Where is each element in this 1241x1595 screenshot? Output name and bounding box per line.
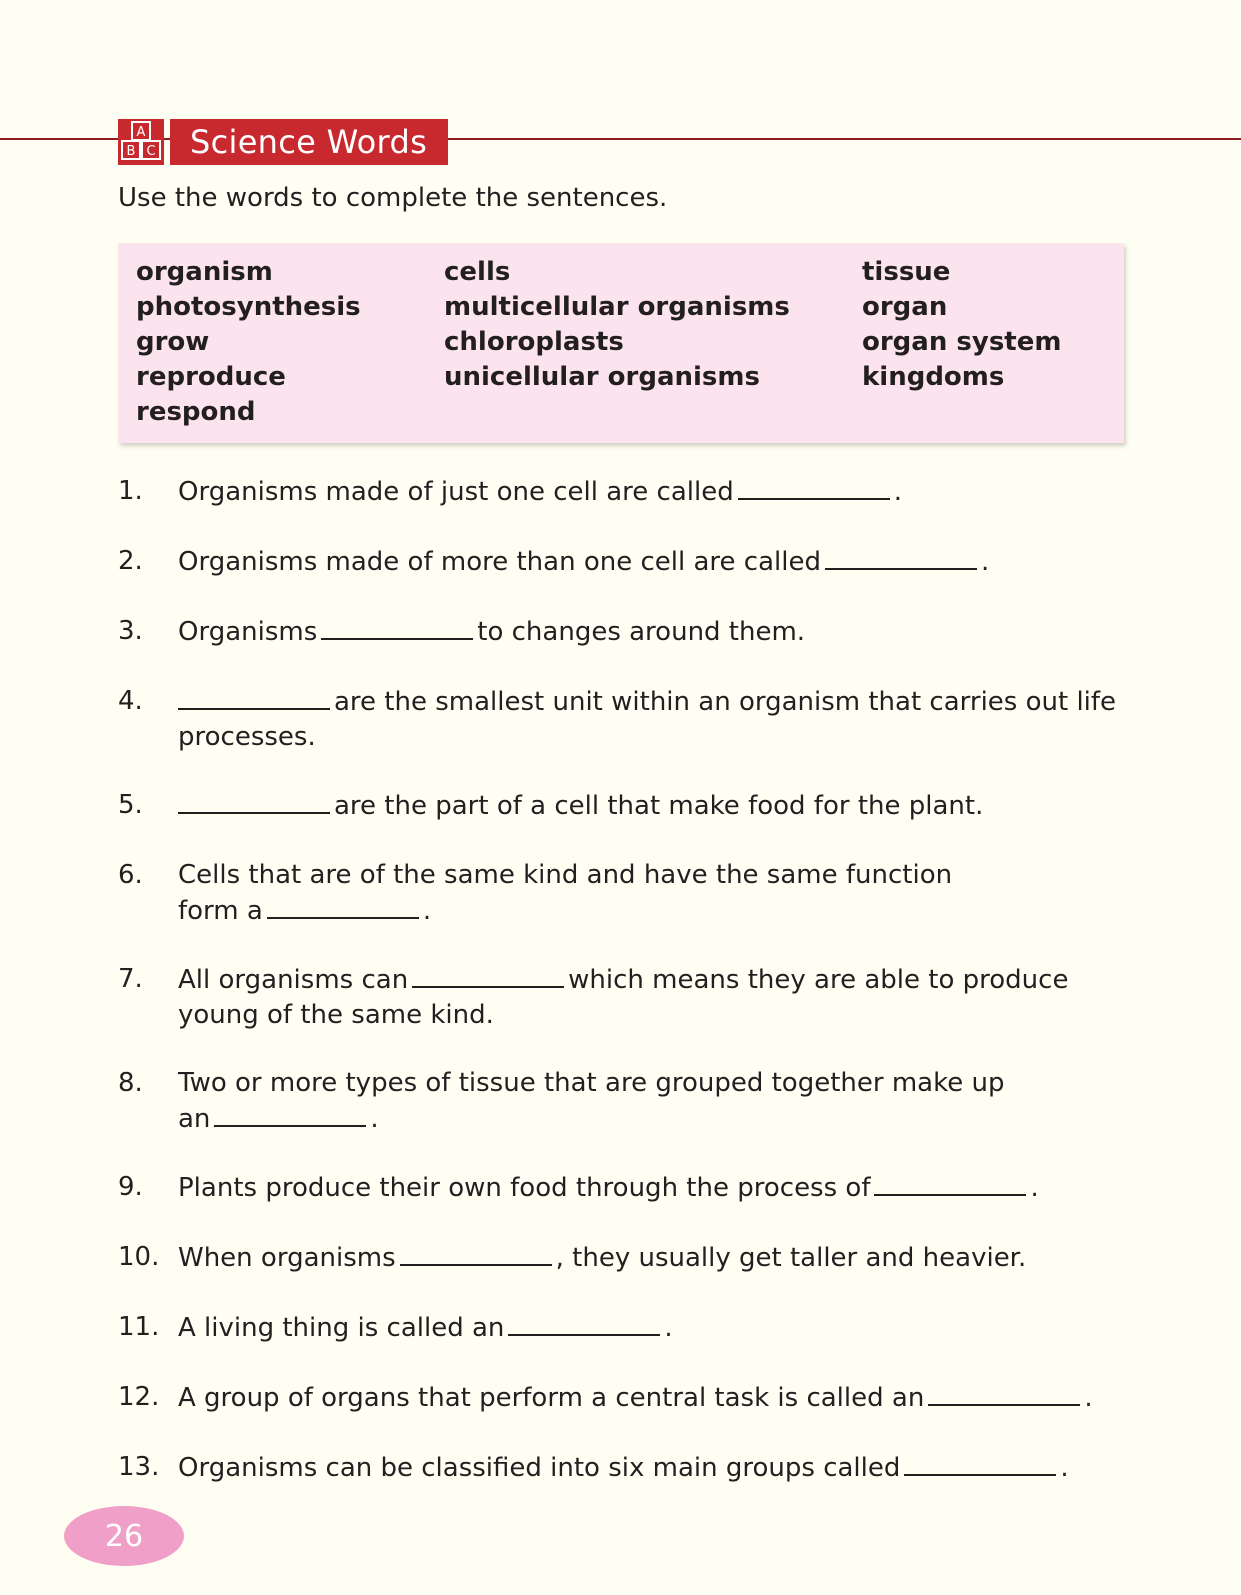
question-text-before: Two or more types of tissue that are grouped together make up an — [178, 1068, 1005, 1134]
question-text-before: Organisms made of more than one cell are called — [178, 547, 821, 577]
block-letter-b: B — [126, 144, 136, 159]
question-number: 3. — [118, 616, 143, 646]
question-number: 8. — [118, 1068, 143, 1098]
word-bank-item: cells — [444, 257, 511, 287]
word-bank-item: kingdoms — [862, 362, 1005, 392]
question-text-after: . — [664, 1313, 673, 1343]
question-number: 10. — [118, 1242, 160, 1272]
question-text-after: which means they are able to produce young of the same kind. — [178, 965, 1069, 1030]
answer-blank[interactable] — [928, 1380, 1080, 1406]
answer-blank[interactable] — [400, 1240, 552, 1266]
question-text-before: Cells that are of the same kind and have the same function form a — [178, 860, 953, 926]
question-text-before: Plants produce their own food through the process of — [178, 1173, 871, 1203]
page-number: 26 — [104, 1518, 144, 1554]
question-number: 6. — [118, 860, 143, 890]
instructions: Use the words to complete the sentences. — [118, 183, 668, 213]
word-bank-item: respond — [136, 397, 256, 427]
section-header — [170, 119, 448, 165]
word-bank-item: chloroplasts — [444, 327, 624, 357]
block-letter-c: C — [146, 144, 156, 159]
question-number: 11. — [118, 1312, 160, 1342]
word-bank-item: multicellular organisms — [444, 292, 790, 322]
answer-blank[interactable] — [508, 1310, 660, 1336]
word-bank-column-1 — [136, 255, 361, 430]
answer-blank[interactable] — [178, 684, 330, 710]
question-text-after: . — [893, 477, 902, 507]
word-bank — [118, 243, 1124, 443]
word-bank-item: unicellular organisms — [444, 362, 760, 392]
word-bank-column-3 — [862, 255, 1061, 395]
answer-blank[interactable] — [874, 1170, 1026, 1196]
block-letter-a: A — [136, 125, 146, 140]
question-number: 9. — [118, 1172, 143, 1202]
question-number: 4. — [118, 686, 143, 716]
question-text-after: to changes around them. — [477, 617, 806, 647]
word-bank-item: tissue — [862, 257, 951, 287]
answer-blank[interactable] — [412, 962, 564, 988]
question-text-before: When organisms — [178, 1243, 396, 1273]
answer-blank[interactable] — [214, 1101, 366, 1127]
question-text-after: are the part of a cell that make food for the plant. — [334, 791, 984, 821]
answer-blank[interactable] — [267, 893, 419, 919]
answer-blank[interactable] — [904, 1450, 1056, 1476]
question-number: 12. — [118, 1382, 160, 1412]
question-text-before: All organisms can — [178, 965, 409, 995]
question-text-after: . — [422, 896, 432, 926]
word-bank-item: reproduce — [136, 362, 286, 392]
answer-blank[interactable] — [321, 614, 473, 640]
page-number-badge — [64, 1506, 184, 1566]
question-text-after: . — [1084, 1383, 1093, 1413]
word-bank-item: organ — [862, 292, 948, 322]
question-text-after: . — [1030, 1173, 1039, 1203]
question-number: 1. — [118, 476, 143, 506]
word-bank-item: grow — [136, 327, 210, 357]
question-text-before: Organisms can be classified into six main groups called — [178, 1453, 901, 1483]
question-text-before: A group of organs that perform a central task is called an — [178, 1383, 925, 1413]
question-text-before: A living thing is called an — [178, 1313, 505, 1343]
question-text-after: . — [370, 1104, 379, 1134]
question-text-after: . — [1060, 1453, 1069, 1483]
word-bank-item: organ system — [862, 327, 1062, 357]
abc-blocks-icon — [118, 119, 164, 165]
question-number: 2. — [118, 546, 143, 576]
section-title: Science Words — [190, 123, 428, 161]
word-bank-item: organism — [136, 257, 273, 287]
question-text-after: are the smallest unit within an organism that carries out life processes. — [178, 687, 1117, 752]
answer-blank[interactable] — [825, 544, 977, 570]
question-number: 7. — [118, 964, 143, 994]
question-text-before: Organisms made of just one cell are called — [178, 477, 734, 507]
answer-blank[interactable] — [738, 474, 890, 500]
question-number: 13. — [118, 1452, 160, 1482]
answer-blank[interactable] — [178, 788, 330, 814]
question-number: 5. — [118, 790, 143, 820]
word-bank-item: photosynthesis — [136, 292, 361, 322]
question-text-before: Organisms — [178, 617, 318, 647]
word-bank-column-2 — [444, 255, 790, 395]
question-text-after: , they usually get taller and heavier. — [555, 1243, 1027, 1273]
question-text-after: . — [980, 547, 990, 577]
